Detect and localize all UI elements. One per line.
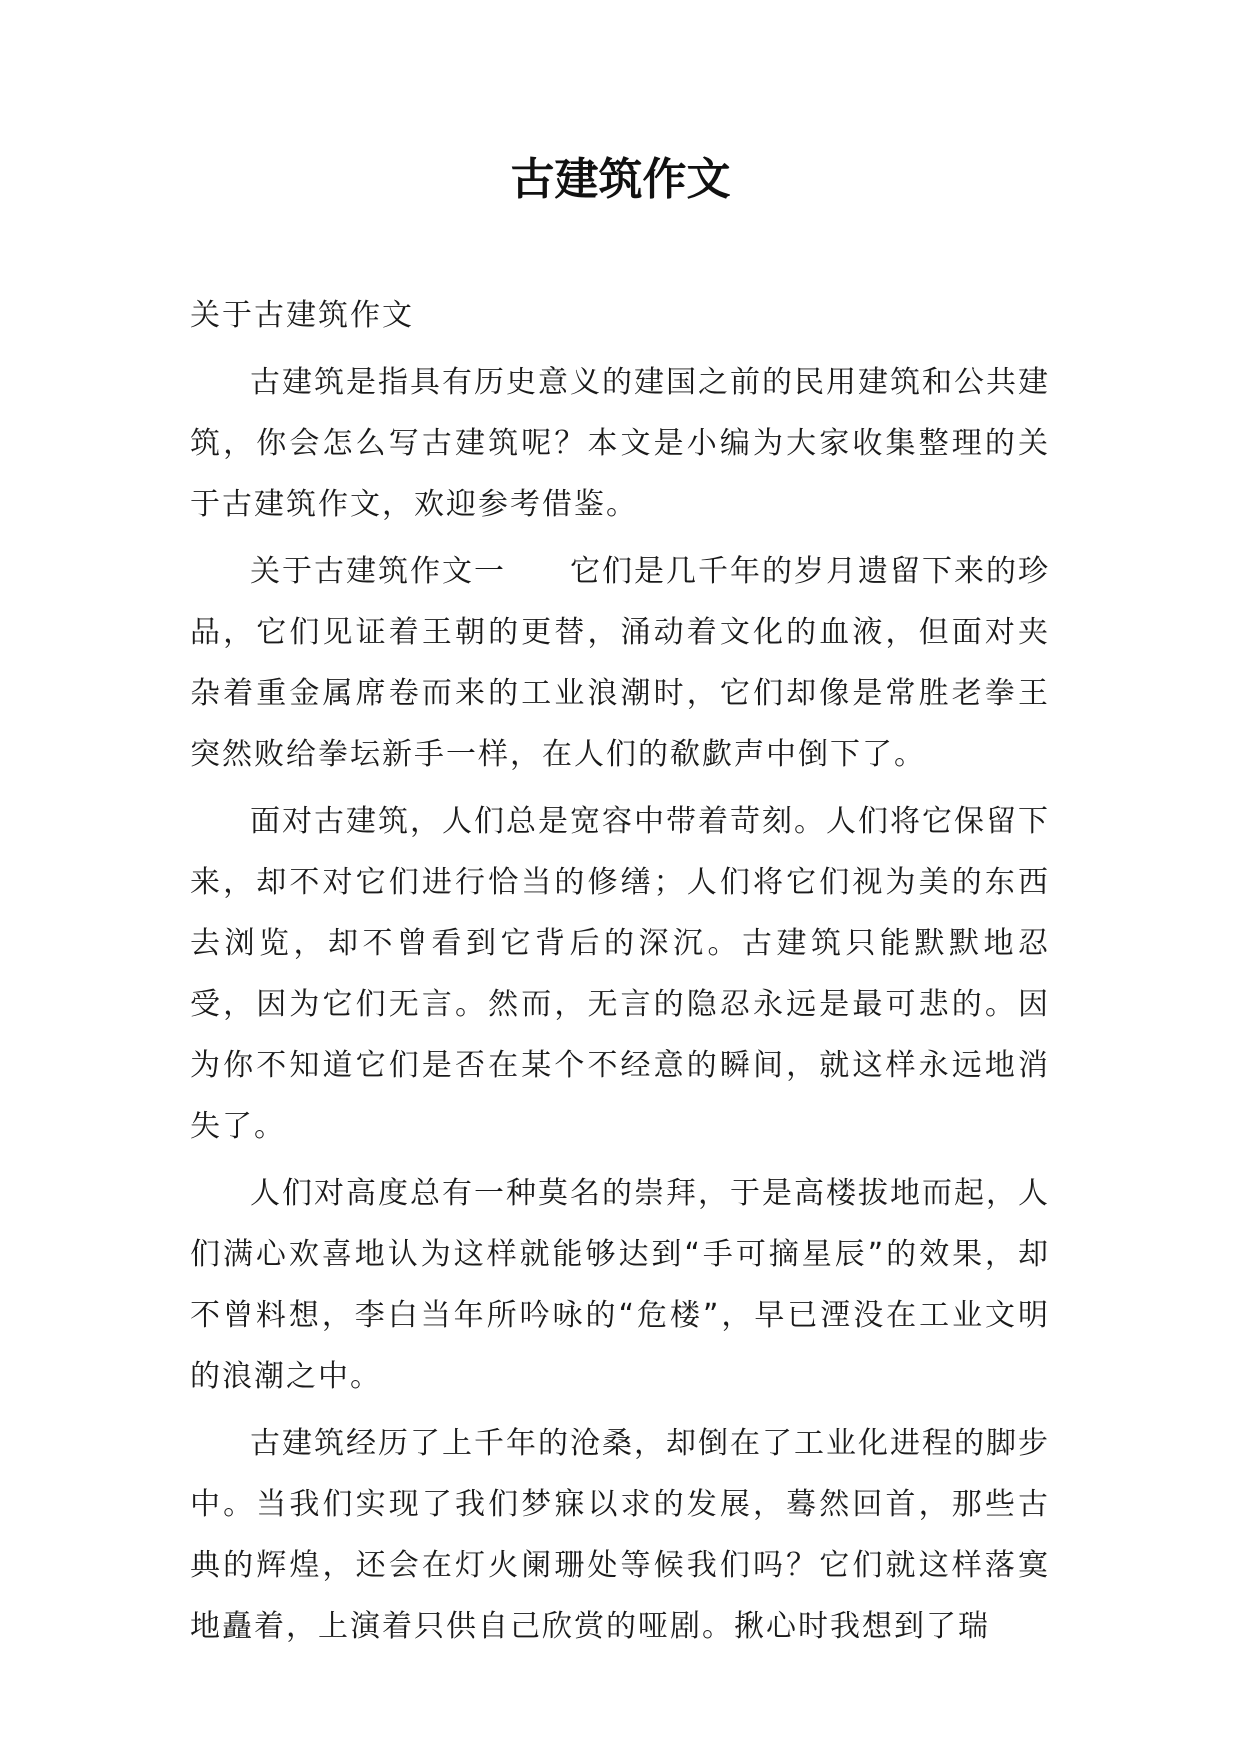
paragraph-industrial: 古建筑经历了上千年的沧桑，却倒在了工业化进程的脚步中。当我们实现了我们梦寐以求的发展，蓦然回首，那些古典的辉煌，还会在灯火阑珊处等候我们吗？它们就这样落寞地矗着，上演着只供自己欣赏的哑剧。揪心时我想到了瑞 [190, 1426, 1050, 1644]
paragraph-attitude: 面对古建筑，人们总是宽容中带着苛刻。人们将它保留下来，却不对它们进行恰当的修缮；人们将它们视为美的东西去浏览，却不曾看到它背后的深沉。古建筑只能默默地忍受，因为它们无言。然而，无言的隐忍永远是最可悲的。因为你不知道它们是否在某个不经意的瞬间，就这样永远地消失了。 [190, 804, 1050, 1144]
document-subheading: 关于古建筑作文 [190, 298, 414, 333]
document-title: 古建筑作文 [510, 154, 731, 205]
paragraph-intro: 古建筑是指具有历史意义的建国之前的民用建筑和公共建筑，你会怎么写古建筑呢？本文是小编为大家收集整理的关于古建筑作文，欢迎参考借鉴。 [190, 365, 1050, 522]
paragraph-height: 人们对高度总有一种莫名的崇拜，于是高楼拔地而起，人们满心欢喜地认为这样就能够达到“手可摘星辰”的效果，却不曾料想，李白当年所吟咏的“危楼”，早已湮没在工业文明的浪潮之中。 [190, 1176, 1050, 1394]
document-body [190, 285, 1050, 1663]
paragraph-essay-one: 关于古建筑作文一 它们是几千年的岁月遗留下来的珍品，它们见证着王朝的更替，涌动着文化的血液，但面对夹杂着重金属席卷而来的工业浪潮时，它们却像是常胜老拳王突然败给拳坛新手一样，在人们的欷歔声中倒下了。 [190, 554, 1050, 772]
